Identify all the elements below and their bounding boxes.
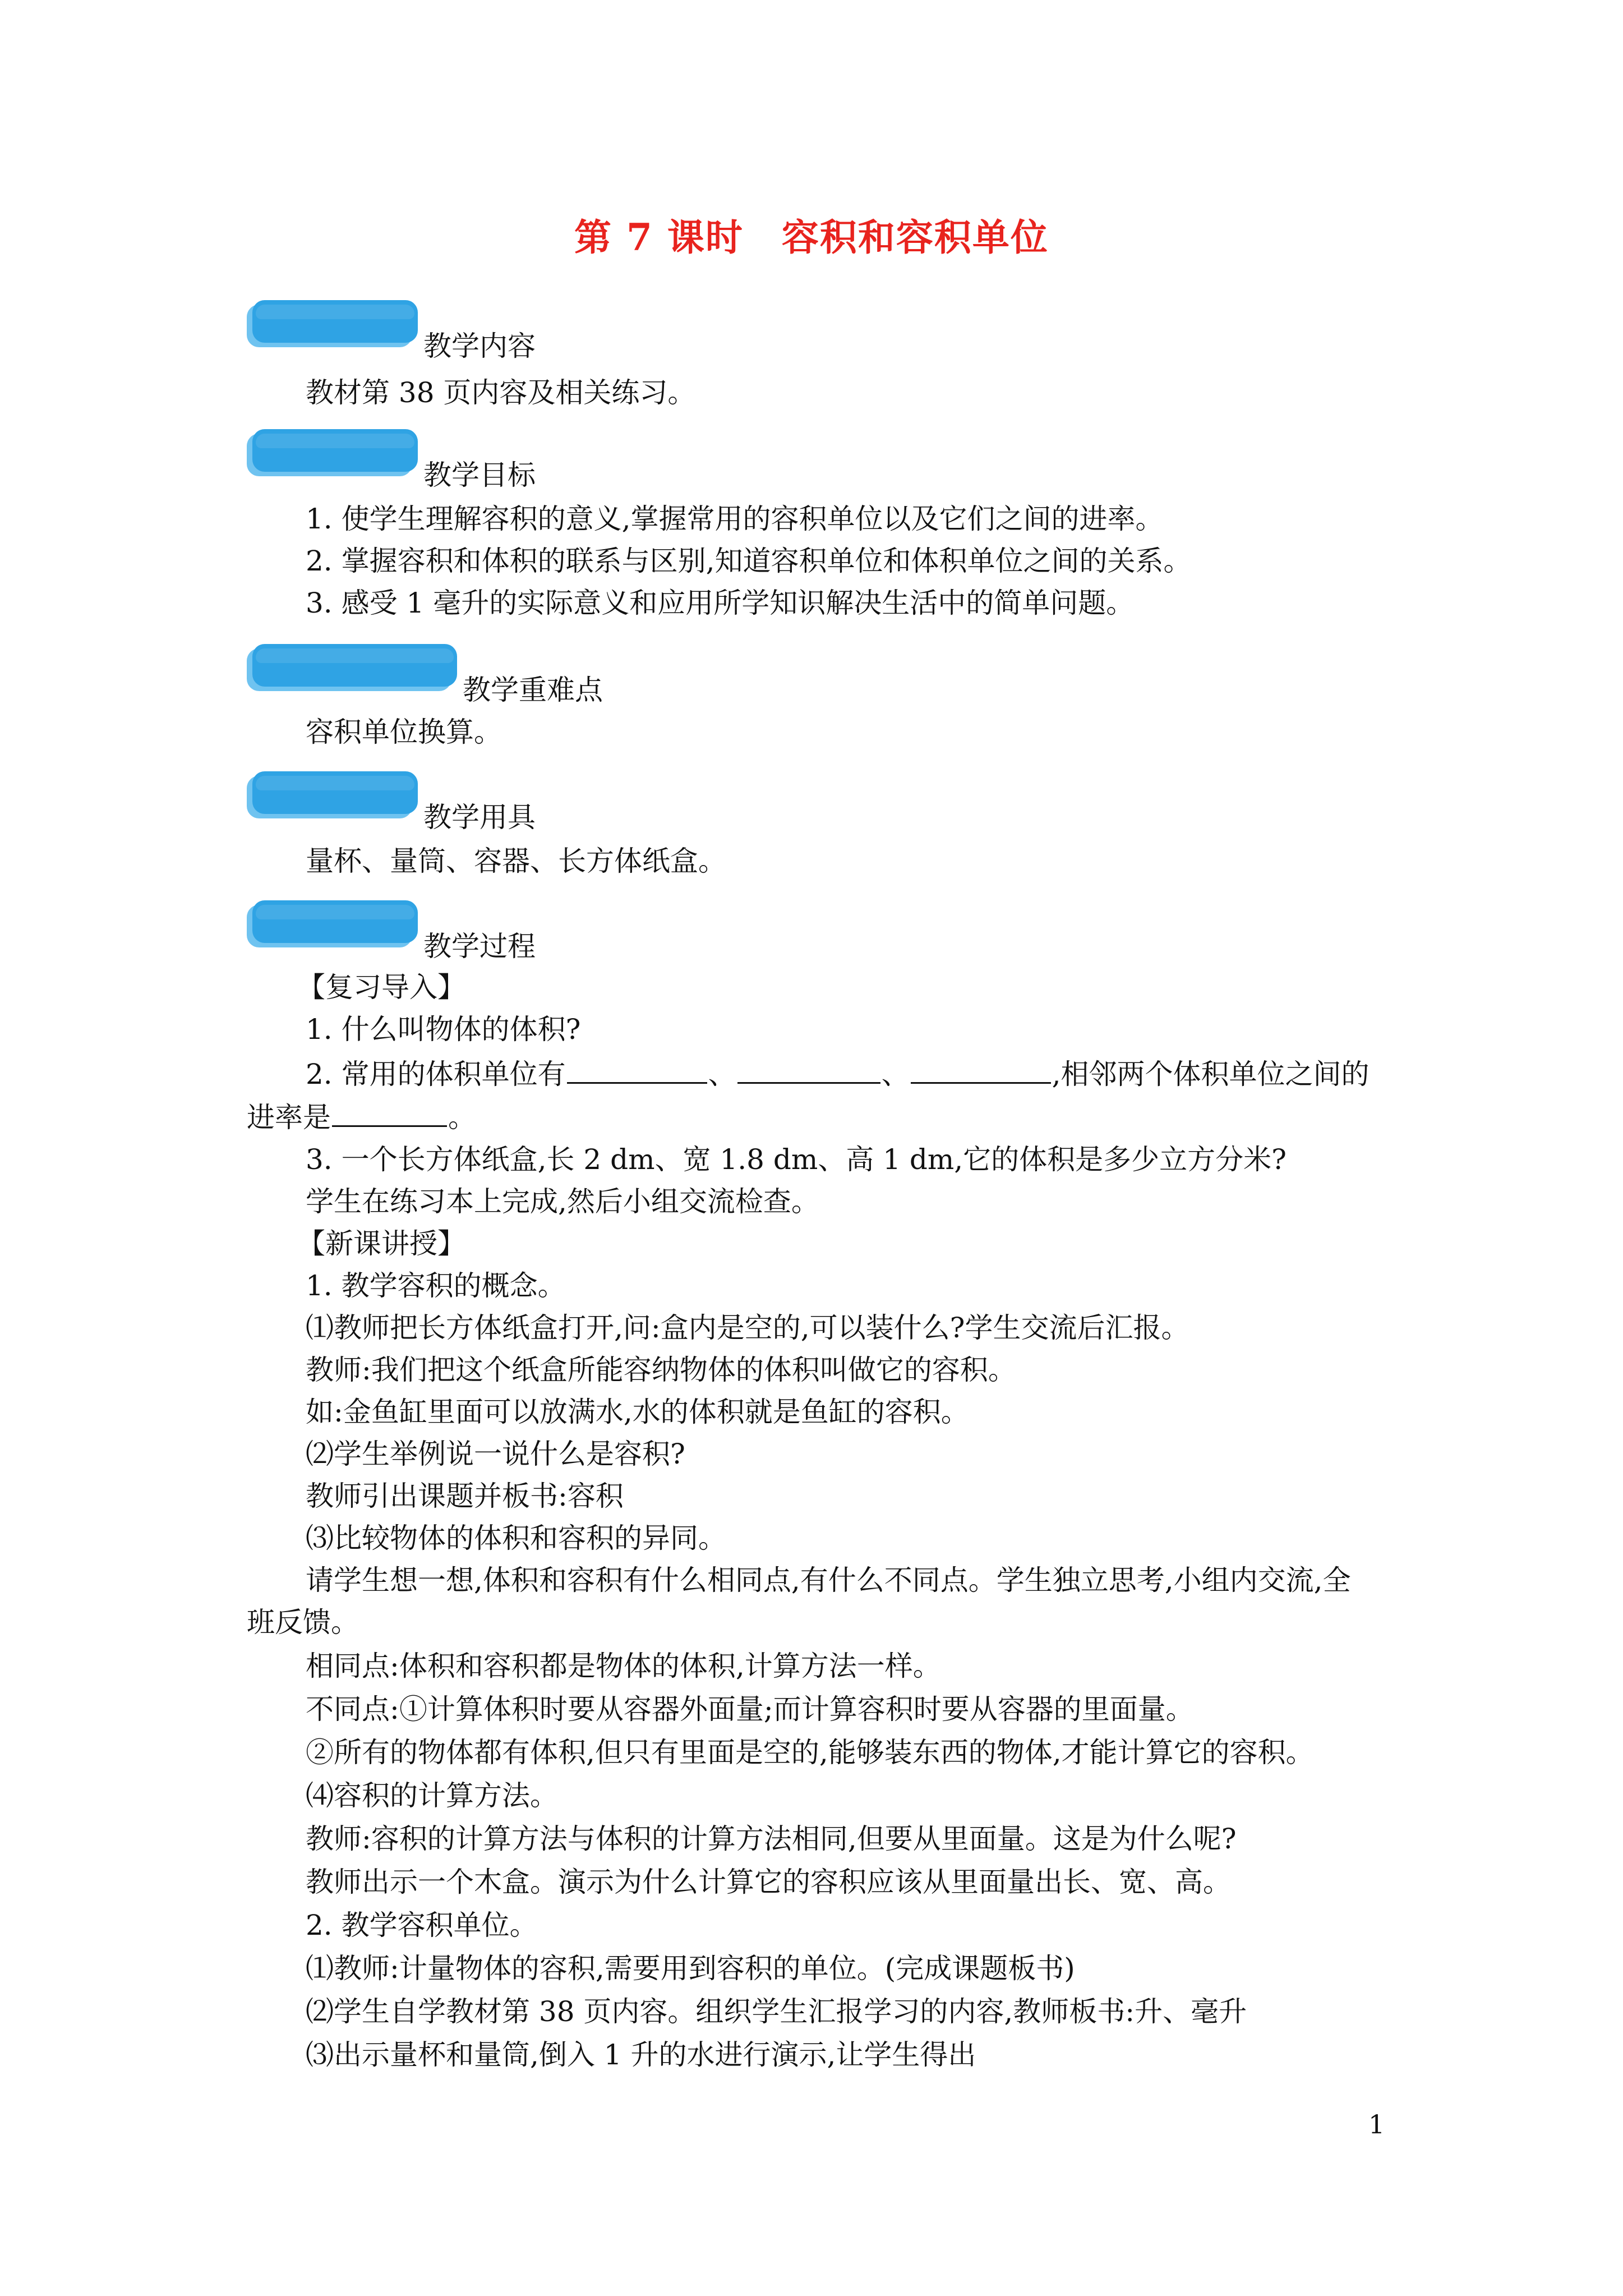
fill-blank	[737, 1057, 880, 1084]
period: 。	[448, 1101, 476, 1134]
review-question-3: 3. 一个长方体纸盒,长 2 dm、宽 1.8 dm、高 1 dm,它的体积是多少立方分米?	[306, 1143, 1287, 1176]
lesson-line: 如:金鱼缸里面可以放满水,水的体积就是鱼缸的容积。	[306, 1396, 969, 1428]
review-question-2-text: 进率是	[247, 1101, 331, 1134]
lesson-line: ②所有的物体都有体积,但只有里面是空的,能够装东西的物体,才能计算它的容积。	[306, 1736, 1314, 1769]
new-lesson-heading: 【新课讲授】	[297, 1227, 465, 1260]
review-heading: 【复习导入】	[297, 971, 465, 1004]
lesson-line: 教师出示一个木盒。演示为什么计算它的容积应该从里面量出长、宽、高。	[306, 1866, 1231, 1898]
fill-blank	[567, 1057, 707, 1084]
page-title: 第 7 课时 容积和容积单位	[574, 215, 1049, 259]
fill-blank	[332, 1101, 447, 1127]
lesson-line: 请学生想一想,体积和容积有什么相同点,有什么不同点。学生独立思考,小组内交流,全	[306, 1564, 1351, 1596]
section-label-goals: 教学目标	[423, 459, 536, 491]
lesson-line: ⑵学生举例说一说什么是容积?	[306, 1438, 685, 1470]
page-number: 1	[1368, 2109, 1385, 2139]
lesson-line: ⑶出示量杯和量筒,倒入 1 升的水进行演示,让学生得出	[306, 2039, 976, 2071]
section-tab-decoration	[252, 429, 418, 472]
review-question-2	[306, 1057, 1370, 1091]
lesson-line: 相同点:体积和容积都是物体的体积,计算方法一样。	[306, 1650, 941, 1682]
lesson-line: 1. 教学容积的概念。	[306, 1269, 566, 1302]
lesson-line: ⑴教师:计量物体的容积,需要用到容积的单位。(完成课题板书)	[306, 1952, 1075, 1985]
lesson-line: 2. 教学容积单位。	[306, 1909, 538, 1941]
section-label-tools: 教学用具	[423, 801, 536, 834]
lesson-line: 教师引出课题并板书:容积	[306, 1480, 624, 1512]
key-points-text: 容积单位换算。	[306, 716, 502, 748]
section-label-key-points: 教学重难点	[463, 674, 603, 706]
tools-text: 量杯、量筒、容器、长方体纸盒。	[306, 845, 726, 877]
review-question-2-text: ,相邻两个体积单位之间的	[1052, 1058, 1370, 1091]
goal-item: 1. 使学生理解容积的意义,掌握常用的容积单位以及它们之间的进率。	[306, 503, 1164, 535]
section-tab-decoration	[252, 644, 457, 687]
content-text: 教材第 38 页内容及相关练习。	[306, 376, 696, 409]
review-question-1: 1. 什么叫物体的体积?	[306, 1013, 581, 1046]
lesson-line: 不同点:①计算体积时要从容器外面量;而计算容积时要从容器的里面量。	[306, 1693, 1194, 1726]
section-tab-decoration	[252, 300, 418, 343]
separator: 、	[708, 1058, 736, 1091]
lesson-line: ⑵学生自学教材第 38 页内容。组织学生汇报学习的内容,教师板书:升、毫升	[306, 1995, 1247, 2028]
goal-item: 3. 感受 1 毫升的实际意义和应用所学知识解决生活中的简单问题。	[306, 587, 1135, 619]
goal-item: 2. 掌握容积和体积的联系与区别,知道容积单位和体积单位之间的关系。	[306, 545, 1192, 577]
lesson-line: ⑶比较物体的体积和容积的异同。	[306, 1522, 726, 1554]
separator: 、	[881, 1058, 910, 1091]
section-tab-decoration	[252, 771, 418, 814]
lesson-line: 教师:我们把这个纸盒所能容纳物体的体积叫做它的容积。	[306, 1354, 1016, 1386]
review-question-2-text: 2. 常用的体积单位有	[306, 1058, 566, 1091]
section-label-content: 教学内容	[423, 330, 536, 362]
lesson-line-wrap: 班反馈。	[247, 1606, 359, 1639]
fill-blank	[911, 1057, 1051, 1084]
lesson-line: ⑷容积的计算方法。	[306, 1779, 558, 1812]
section-label-process: 教学过程	[423, 930, 536, 963]
lesson-line: ⑴教师把长方体纸盒打开,问:盒内是空的,可以装什么?学生交流后汇报。	[306, 1312, 1189, 1344]
lesson-line: 教师:容积的计算方法与体积的计算方法相同,但要从里面量。这是为什么呢?	[306, 1823, 1237, 1855]
section-tab-decoration	[252, 900, 418, 943]
review-question-2-continued	[247, 1101, 476, 1134]
review-note: 学生在练习本上完成,然后小组交流检查。	[306, 1185, 819, 1218]
